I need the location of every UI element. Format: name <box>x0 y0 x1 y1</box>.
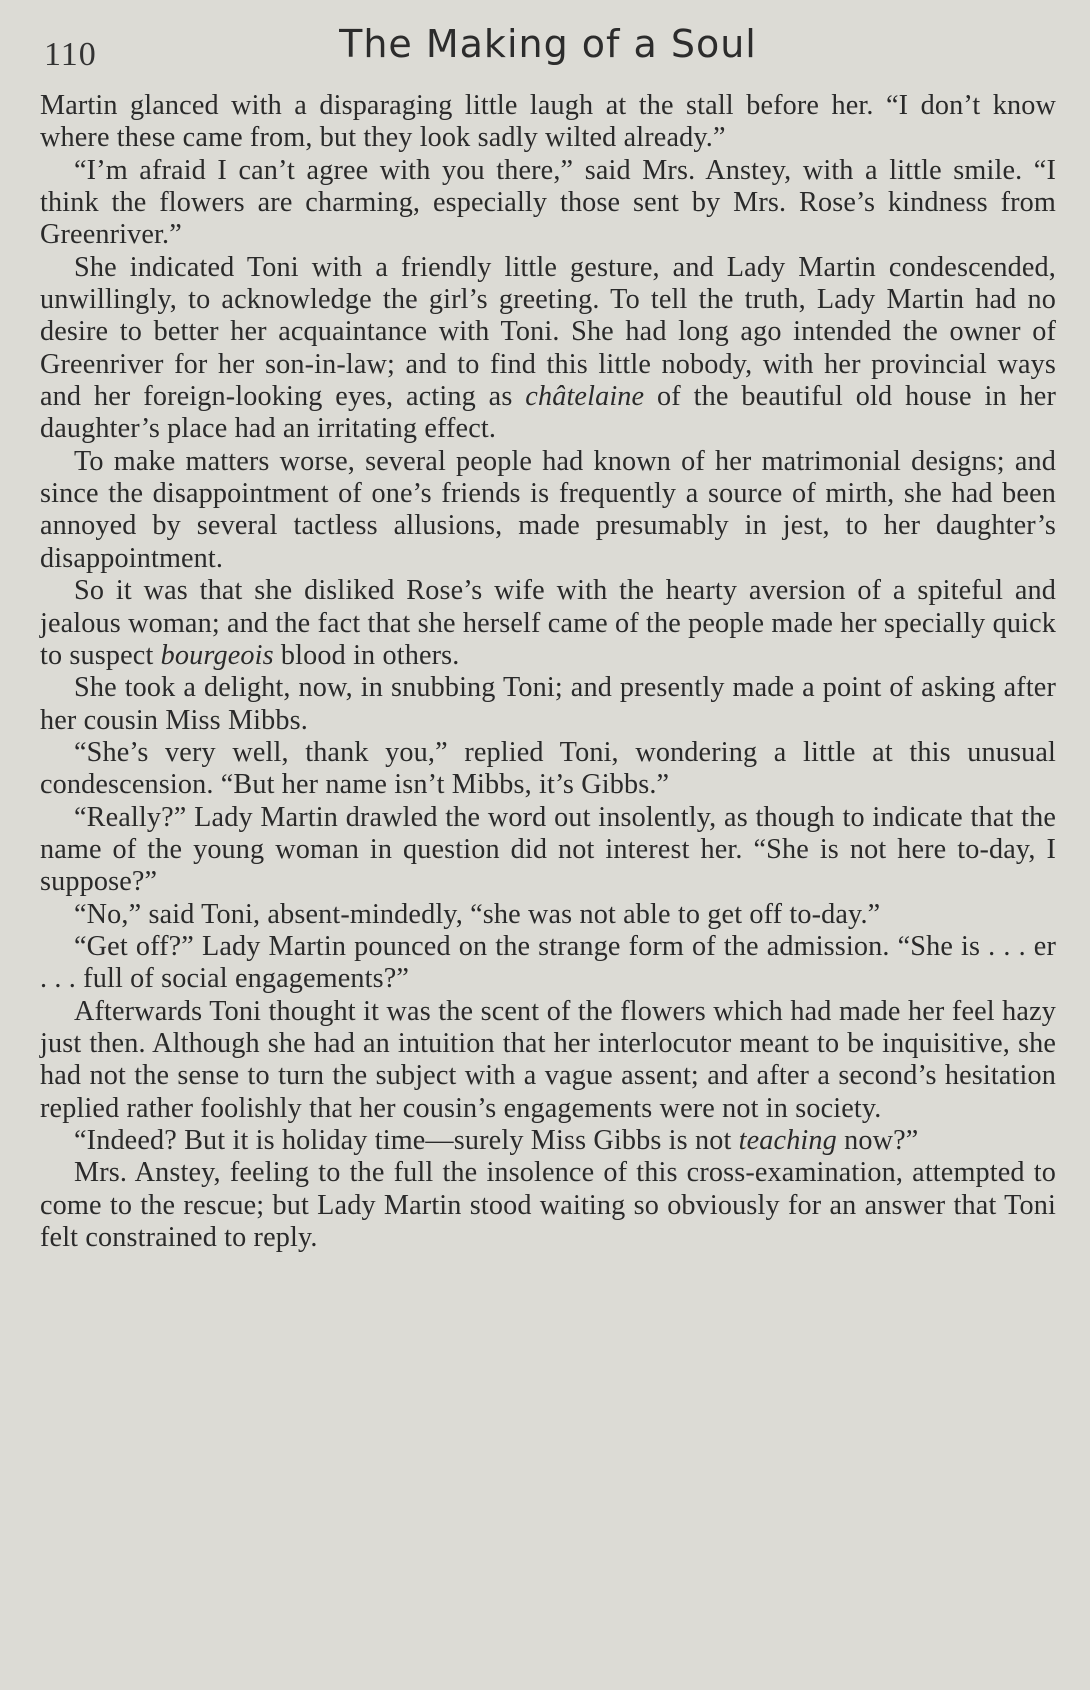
paragraph <box>40 996 1056 1125</box>
paragraph-text: She indicated Toni with a friendly little gesture, and Lady Martin condescended, unwillingly, to acknowledge the girl’s greeting. To tell the truth, Lady Martin had no desire to better her acquaintance with Toni. She had long ago intended the owner of Greenriver for her son-in-law; and to find this little nobody, with her provincial ways and her foreign-looking eyes, acting as <box>40 251 1056 413</box>
paragraph-text: “Get off?” Lady Martin pounced on the strange form of the admission. “She is . . . er . . . full of social engagements?” <box>40 930 1056 995</box>
paragraph <box>40 155 1056 252</box>
paragraph <box>40 899 1056 931</box>
paragraph-text: So it was that she disliked Rose’s wife with the hearty aversion of a spiteful and jealous woman; and the fact that she herself came of the people made her specially quick to suspect <box>40 575 1056 671</box>
paragraph <box>40 446 1056 575</box>
paragraph-text: blood in others. <box>273 639 460 671</box>
paragraph <box>40 672 1056 737</box>
italic-text: châtelaine <box>525 381 645 413</box>
paragraph <box>40 575 1056 672</box>
paragraph-text: To make matters worse, several people had known of her matrimonial designs; and since the disappointment of one’s friends is frequently a source of mirth, she had been annoyed by several tactless allusions, made presumably in jest, to her daughter’s disappointment. <box>40 445 1056 574</box>
paragraph-text: “Indeed? But it is holiday time—surely Miss Gibbs is not <box>74 1125 739 1156</box>
italic-text: bourgeois <box>160 639 274 671</box>
page-number: 110 <box>44 36 97 73</box>
paragraph-text: She took a delight, now, in snubbing Toni; and presently made a point of asking after her cousin Miss Mibbs. <box>40 672 1056 736</box>
paragraph-text: of the beautiful old house in her daughter’s place had an irritating effect. <box>40 381 1056 445</box>
italic-text: teaching <box>738 1125 837 1156</box>
paragraph-text: now?” <box>836 1125 919 1156</box>
paragraph-text: Afterwards Toni thought it was the scent of the flowers which had made her feel hazy just then. Although she had an intuition that her interlocutor meant to be inquisitive, she had not the sense to turn the subject with a vague assent; and after a second’s hesitation replied rather foolishly that her cousin’s engagements were not in society. <box>40 995 1056 1124</box>
paragraph-text: “I’m afraid I can’t agree with you there,” said Mrs. Anstey, with a little smile. “I think the flowers are charming, especially those sent by Mrs. Rose’s kindness from Greenriver.” <box>40 154 1056 251</box>
paragraph <box>40 802 1056 899</box>
paragraph <box>40 737 1056 802</box>
page-header <box>40 20 1056 90</box>
paragraph-text: Martin glanced with a disparaging little laugh at the stall before her. “I don’t know where these came from, but they look sadly wilted already.” <box>40 90 1056 154</box>
paragraph-text: “No,” said Toni, absent-mindedly, “she was not able to get off to-day.” <box>74 898 881 930</box>
paragraph-text: “Really?” Lady Martin drawled the word out insolently, as though to indicate that the name of the young woman in question did not interest her. “She is not here to-day, I suppose?” <box>40 801 1056 898</box>
paragraph <box>40 931 1056 996</box>
paragraph-text: “She’s very well, thank you,” replied Toni, wondering a little at this unusual condescension. “But her name isn’t Mibbs, it’s Gibbs.” <box>40 736 1056 801</box>
paragraph <box>40 90 1056 155</box>
paragraph <box>40 1125 1056 1157</box>
running-title: The Making of a Soul <box>339 22 757 66</box>
paragraph <box>40 252 1056 446</box>
paragraph-text: Mrs. Anstey, feeling to the full the insolence of this cross-examination, attempted to come to the rescue; but Lady Martin stood waiting so obviously for an answer that Toni felt constrained to reply. <box>40 1157 1056 1254</box>
body-text <box>40 90 1056 1254</box>
paragraph <box>40 1157 1056 1254</box>
